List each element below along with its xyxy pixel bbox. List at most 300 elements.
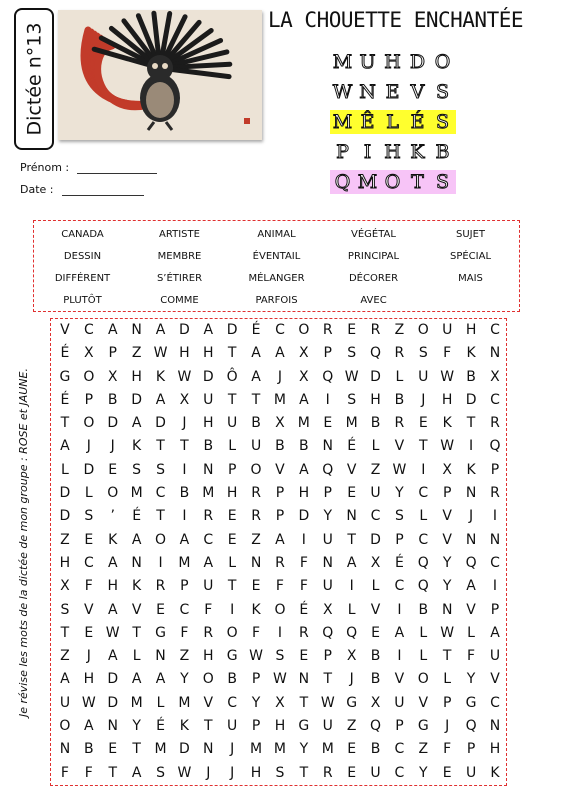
grid-letter[interactable]: T <box>227 578 237 595</box>
grid-letter[interactable]: I <box>397 648 402 665</box>
grid-letter[interactable]: H <box>250 764 262 781</box>
grid-letter[interactable]: Z <box>394 322 405 338</box>
grid-letter[interactable]: Q <box>417 578 429 595</box>
grid-letter[interactable]: S <box>60 601 70 618</box>
grid-letter[interactable]: K <box>132 438 142 455</box>
grid-letter[interactable]: C <box>394 741 405 758</box>
grid-letter[interactable]: B <box>84 741 94 758</box>
grid-letter[interactable]: W <box>440 438 455 455</box>
grid-letter[interactable]: C <box>179 601 190 618</box>
grid-letter[interactable]: T <box>299 764 309 781</box>
grid-letter[interactable]: O <box>154 531 167 548</box>
grid-letter[interactable]: X <box>490 368 500 385</box>
grid-letter[interactable]: F <box>180 624 189 641</box>
grid-letter[interactable]: M <box>130 485 143 502</box>
grid-letter[interactable]: F <box>204 601 213 618</box>
grid-letter[interactable]: L <box>443 671 452 688</box>
grid-letter[interactable]: D <box>107 694 119 711</box>
grid-letter[interactable]: N <box>322 438 333 455</box>
grid-letter[interactable]: G <box>417 718 429 735</box>
grid-letter[interactable]: S <box>84 508 94 525</box>
grid-letter[interactable]: Y <box>442 554 452 571</box>
grid-letter[interactable]: D <box>226 322 238 338</box>
grid-letter[interactable]: W <box>440 624 455 641</box>
grid-letter[interactable]: B <box>394 391 405 408</box>
grid-letter[interactable]: E <box>156 601 165 618</box>
grid-letter[interactable]: D <box>370 531 381 548</box>
grid-letter[interactable]: F <box>60 764 69 781</box>
grid-letter[interactable]: T <box>227 345 237 362</box>
grid-letter[interactable]: R <box>155 578 166 595</box>
grid-letter[interactable]: J <box>277 368 283 385</box>
grid-letter[interactable]: E <box>442 764 452 781</box>
grid-letter[interactable]: Q <box>346 624 358 641</box>
grid-letter[interactable]: Y <box>251 694 261 711</box>
grid-letter[interactable]: Z <box>60 531 70 548</box>
grid-letter[interactable]: X <box>275 694 285 711</box>
grid-letter[interactable]: I <box>492 578 498 595</box>
grid-letter[interactable]: V <box>442 531 452 548</box>
grid-letter[interactable]: I <box>301 531 306 548</box>
grid-letter[interactable]: A <box>60 671 70 688</box>
grid-letter[interactable]: F <box>275 578 284 595</box>
grid-letter[interactable]: L <box>132 648 141 665</box>
grid-letter[interactable]: R <box>203 624 214 641</box>
grid-letter[interactable]: E <box>108 461 118 478</box>
grid-letter[interactable]: Z <box>251 531 261 548</box>
grid-letter[interactable]: X <box>370 554 381 571</box>
grid-letter[interactable]: T <box>442 648 452 665</box>
grid-letter[interactable]: H <box>83 671 95 688</box>
grid-letter[interactable]: P <box>227 461 237 478</box>
grid-letter[interactable]: H <box>465 322 477 338</box>
grid-letter[interactable]: H <box>107 578 118 595</box>
grid-letter[interactable]: T <box>251 391 261 408</box>
grid-letter[interactable]: W <box>153 345 168 362</box>
grid-letter[interactable]: U <box>250 438 262 455</box>
grid-letter[interactable]: C <box>275 322 285 338</box>
grid-letter[interactable]: X <box>346 648 357 665</box>
grid-letter[interactable]: Q <box>465 554 477 571</box>
grid-letter[interactable]: L <box>371 438 380 455</box>
grid-letter[interactable]: G <box>155 624 166 641</box>
grid-letter[interactable]: J <box>182 415 187 432</box>
grid-letter[interactable]: A <box>60 438 70 455</box>
grid-letter[interactable]: I <box>492 508 498 525</box>
grid-letter[interactable]: M <box>178 554 191 571</box>
grid-letter[interactable]: X <box>299 345 309 362</box>
grid-letter[interactable]: D <box>298 508 310 525</box>
grid-letter[interactable]: U <box>227 718 238 735</box>
grid-letter[interactable]: E <box>323 415 333 432</box>
grid-letter[interactable]: R <box>490 415 500 432</box>
grid-letter[interactable]: X <box>322 601 333 618</box>
grid-letter[interactable]: L <box>371 578 380 595</box>
grid-letter[interactable]: O <box>83 415 95 432</box>
grid-letter[interactable]: T <box>323 671 333 688</box>
grid-letter[interactable]: B <box>370 415 381 432</box>
grid-letter[interactable]: R <box>275 554 285 571</box>
grid-letter[interactable]: T <box>60 624 70 641</box>
grid-letter[interactable]: G <box>226 648 238 665</box>
grid-letter[interactable]: T <box>466 415 476 432</box>
grid-letter[interactable]: V <box>131 601 142 618</box>
grid-letter[interactable]: P <box>251 671 261 688</box>
grid-letter[interactable]: A <box>466 578 476 595</box>
grid-letter[interactable]: L <box>228 438 237 455</box>
grid-letter[interactable]: I <box>469 438 474 455</box>
grid-letter[interactable]: G <box>298 718 310 735</box>
grid-letter[interactable]: A <box>299 461 309 478</box>
grid-letter[interactable]: C <box>490 322 500 338</box>
grid-letter[interactable]: A <box>394 624 405 641</box>
grid-letter[interactable]: J <box>110 438 115 455</box>
grid-letter[interactable]: O <box>250 461 262 478</box>
grid-letter[interactable]: C <box>394 764 405 781</box>
grid-letter[interactable]: Q <box>370 718 382 735</box>
grid-letter[interactable]: T <box>156 438 165 455</box>
grid-letter[interactable]: E <box>84 624 94 641</box>
grid-letter[interactable]: A <box>107 648 118 665</box>
grid-letter[interactable]: A <box>107 322 118 338</box>
grid-letter[interactable]: C <box>155 485 166 502</box>
grid-letter[interactable]: K <box>132 578 142 595</box>
grid-letter[interactable]: E <box>347 485 357 502</box>
grid-letter[interactable]: Z <box>418 741 429 758</box>
grid-letter[interactable]: C <box>418 485 429 502</box>
grid-letter[interactable]: P <box>323 648 332 665</box>
grid-letter[interactable]: Q <box>370 345 382 362</box>
grid-letter[interactable]: T <box>227 391 237 408</box>
grid-letter[interactable]: V <box>60 322 70 338</box>
grid-letter[interactable]: É <box>251 322 261 338</box>
grid-letter[interactable]: M <box>202 485 215 502</box>
grid-letter[interactable]: I <box>421 461 426 478</box>
grid-letter[interactable]: E <box>84 531 94 548</box>
grid-letter[interactable]: R <box>322 764 333 781</box>
grid-letter[interactable]: Y <box>466 671 476 688</box>
grid-letter[interactable]: B <box>370 741 381 758</box>
grid-letter[interactable]: B <box>227 671 237 688</box>
grid-letter[interactable]: H <box>441 391 453 408</box>
grid-letter[interactable]: K <box>442 415 452 432</box>
grid-letter[interactable]: X <box>107 368 118 385</box>
grid-letter[interactable]: F <box>252 624 261 641</box>
grid-letter[interactable]: D <box>370 368 381 385</box>
grid-letter[interactable]: T <box>60 415 70 432</box>
grid-letter[interactable]: H <box>131 368 142 385</box>
grid-letter[interactable]: A <box>107 554 118 571</box>
grid-letter[interactable]: T <box>419 438 428 455</box>
grid-letter[interactable]: B <box>203 438 214 455</box>
grid-letter[interactable]: D <box>59 508 71 525</box>
grid-letter[interactable]: P <box>490 601 500 618</box>
grid-letter[interactable]: M <box>321 741 334 758</box>
grid-letter[interactable]: P <box>84 391 94 408</box>
grid-letter[interactable]: A <box>203 322 214 338</box>
grid-letter[interactable]: M <box>178 694 191 711</box>
grid-letter[interactable]: J <box>421 391 426 408</box>
grid-letter[interactable]: R <box>251 485 261 502</box>
grid-letter[interactable]: O <box>417 671 429 688</box>
grid-letter[interactable]: V <box>275 461 285 478</box>
grid-letter[interactable]: W <box>249 648 263 665</box>
grid-letter[interactable]: I <box>182 508 187 525</box>
grid-letter[interactable]: M <box>273 741 286 758</box>
grid-letter[interactable]: O <box>298 322 310 338</box>
grid-letter[interactable]: A <box>346 554 357 571</box>
grid-letter[interactable]: J <box>86 648 91 665</box>
grid-letter[interactable]: U <box>370 485 381 502</box>
grid-letter[interactable]: D <box>107 415 119 432</box>
grid-letter[interactable]: V <box>346 461 357 478</box>
grid-letter[interactable]: E <box>299 648 309 665</box>
grid-letter[interactable]: É <box>60 391 70 408</box>
grid-letter[interactable]: R <box>394 345 405 362</box>
grid-letter[interactable]: T <box>108 764 117 781</box>
grid-letter[interactable]: É <box>394 554 404 571</box>
grid-letter[interactable]: N <box>346 508 357 525</box>
grid-letter[interactable]: N <box>489 345 501 362</box>
grid-letter[interactable]: S <box>418 345 428 362</box>
grid-letter[interactable]: I <box>230 601 235 618</box>
grid-letter[interactable]: P <box>395 718 404 735</box>
grid-letter[interactable]: A <box>107 601 118 618</box>
grid-letter[interactable]: D <box>59 485 71 502</box>
grid-letter[interactable]: C <box>490 694 500 711</box>
grid-letter[interactable]: U <box>227 415 238 432</box>
grid-letter[interactable]: W <box>81 694 96 711</box>
grid-letter[interactable]: F <box>84 578 93 595</box>
grid-letter[interactable]: X <box>84 345 94 362</box>
grid-letter[interactable]: A <box>275 531 285 548</box>
grid-letter[interactable]: V <box>490 671 500 688</box>
grid-letter[interactable]: S <box>275 764 285 781</box>
grid-letter[interactable]: E <box>227 531 237 548</box>
grid-letter[interactable]: C <box>418 531 429 548</box>
grid-letter[interactable]: H <box>203 345 214 362</box>
grid-letter[interactable]: U <box>203 578 214 595</box>
grid-letter[interactable]: B <box>370 671 381 688</box>
grid-letter[interactable]: X <box>299 368 309 385</box>
grid-letter[interactable]: B <box>107 391 118 408</box>
grid-letter[interactable]: D <box>131 391 142 408</box>
grid-letter[interactable]: R <box>322 322 333 338</box>
grid-letter[interactable]: Q <box>322 624 334 641</box>
grid-letter[interactable]: M <box>250 741 263 758</box>
grid-letter[interactable]: S <box>347 345 357 362</box>
grid-letter[interactable]: Y <box>442 578 452 595</box>
grid-letter[interactable]: G <box>465 694 477 711</box>
grid-letter[interactable]: D <box>179 741 190 758</box>
grid-letter[interactable]: L <box>228 554 237 571</box>
grid-letter[interactable]: N <box>131 322 142 338</box>
grid-letter[interactable]: H <box>59 554 71 571</box>
grid-letter[interactable]: É <box>60 345 70 362</box>
grid-letter[interactable]: R <box>251 508 261 525</box>
grid-letter[interactable]: D <box>83 461 95 478</box>
grid-letter[interactable]: T <box>132 624 141 641</box>
grid-letter[interactable]: D <box>179 322 190 338</box>
grid-letter[interactable]: E <box>108 741 118 758</box>
grid-letter[interactable]: T <box>132 741 141 758</box>
grid-letter[interactable]: A <box>155 671 166 688</box>
grid-letter[interactable]: H <box>370 391 381 408</box>
grid-letter[interactable]: O <box>59 718 71 735</box>
grid-letter[interactable]: U <box>465 764 477 781</box>
grid-letter[interactable]: L <box>467 624 475 641</box>
grid-letter[interactable]: S <box>347 391 357 408</box>
grid-letter[interactable]: A <box>490 624 500 641</box>
grid-letter[interactable]: N <box>203 461 214 478</box>
grid-letter[interactable]: V <box>394 438 405 455</box>
grid-letter[interactable]: I <box>325 391 330 408</box>
grid-letter[interactable]: I <box>277 624 283 641</box>
grid-letter[interactable]: N <box>441 601 453 618</box>
grid-letter[interactable]: F <box>443 345 452 362</box>
grid-letter[interactable]: U <box>203 391 214 408</box>
grid-letter[interactable]: F <box>299 578 308 595</box>
grid-letter[interactable]: K <box>155 368 166 385</box>
grid-letter[interactable]: ’ <box>110 508 115 525</box>
grid-letter[interactable]: B <box>418 601 429 618</box>
grid-letter[interactable]: N <box>155 648 166 665</box>
grid-letter[interactable]: O <box>226 624 238 641</box>
grid-letter[interactable]: A <box>155 322 166 338</box>
grid-letter[interactable]: N <box>131 554 142 571</box>
grid-letter[interactable]: N <box>298 671 310 688</box>
grid-letter[interactable]: A <box>251 345 261 362</box>
grid-letter[interactable]: X <box>442 461 452 478</box>
grid-letter[interactable]: N <box>489 718 501 735</box>
grid-letter[interactable]: D <box>155 415 166 432</box>
grid-letter[interactable]: É <box>347 438 357 455</box>
grid-letter[interactable]: T <box>347 531 356 548</box>
grid-letter[interactable]: E <box>418 415 428 432</box>
grid-letter[interactable]: N <box>322 554 333 571</box>
grid-letter[interactable]: V <box>203 694 214 711</box>
grid-letter[interactable]: S <box>156 764 165 781</box>
grid-letter[interactable]: U <box>418 368 429 385</box>
grid-letter[interactable]: D <box>107 671 119 688</box>
grid-letter[interactable]: U <box>322 718 333 735</box>
grid-letter[interactable]: N <box>465 531 477 548</box>
grid-letter[interactable]: G <box>346 694 358 711</box>
grid-letter[interactable]: P <box>108 345 117 362</box>
grid-letter[interactable]: A <box>131 764 142 781</box>
grid-letter[interactable]: F <box>84 764 93 781</box>
grid-letter[interactable]: Y <box>323 508 333 525</box>
grid-letter[interactable]: C <box>490 554 500 571</box>
grid-letter[interactable]: R <box>370 322 381 338</box>
prenom-field[interactable] <box>20 152 157 174</box>
grid-letter[interactable]: I <box>158 554 163 571</box>
grid-letter[interactable]: S <box>275 648 285 665</box>
grid-letter[interactable]: L <box>156 694 165 711</box>
grid-letter[interactable]: T <box>180 438 189 455</box>
grid-letter[interactable]: N <box>59 741 71 758</box>
grid-letter[interactable]: Ô <box>226 368 238 385</box>
grid-letter[interactable]: A <box>203 554 214 571</box>
grid-letter[interactable]: W <box>273 671 287 688</box>
grid-letter[interactable]: P <box>395 531 404 548</box>
grid-letter[interactable]: U <box>322 531 333 548</box>
grid-letter[interactable]: K <box>466 461 476 478</box>
grid-letter[interactable]: P <box>490 461 500 478</box>
grid-letter[interactable]: P <box>251 718 261 735</box>
grid-letter[interactable]: C <box>203 531 214 548</box>
grid-letter[interactable]: A <box>179 531 190 548</box>
grid-letter[interactable]: B <box>179 485 190 502</box>
grid-letter[interactable]: U <box>442 322 453 338</box>
grid-letter[interactable]: Y <box>299 741 309 758</box>
grid-letter[interactable]: H <box>298 485 310 502</box>
grid-letter[interactable]: N <box>465 485 477 502</box>
grid-letter[interactable]: L <box>419 508 428 525</box>
grid-letter[interactable]: N <box>203 741 214 758</box>
grid-letter[interactable]: L <box>61 461 69 478</box>
grid-letter[interactable]: E <box>251 578 261 595</box>
grid-letter[interactable]: L <box>395 368 404 385</box>
grid-letter[interactable]: K <box>490 764 500 781</box>
grid-letter[interactable]: W <box>177 764 192 781</box>
grid-letter[interactable]: W <box>440 368 455 385</box>
grid-letter[interactable]: F <box>443 741 452 758</box>
grid-letter[interactable]: C <box>394 578 405 595</box>
grid-letter[interactable]: R <box>490 485 500 502</box>
grid-letter[interactable]: M <box>297 415 310 432</box>
grid-letter[interactable]: H <box>226 485 238 502</box>
grid-letter[interactable]: J <box>206 764 211 781</box>
grid-letter[interactable]: Z <box>131 345 142 362</box>
grid-letter[interactable]: J <box>445 718 450 735</box>
grid-letter[interactable]: E <box>347 741 357 758</box>
grid-letter[interactable]: K <box>108 531 118 548</box>
grid-letter[interactable]: W <box>392 461 407 478</box>
grid-letter[interactable]: P <box>323 345 332 362</box>
grid-letter[interactable]: I <box>182 461 187 478</box>
grid-letter[interactable]: U <box>394 694 405 711</box>
grid-letter[interactable]: K <box>179 718 189 735</box>
grid-letter[interactable]: Z <box>179 648 190 665</box>
grid-letter[interactable]: P <box>466 741 476 758</box>
grid-letter[interactable]: Q <box>465 718 477 735</box>
grid-letter[interactable]: K <box>466 345 476 362</box>
grid-letter[interactable]: A <box>251 368 261 385</box>
grid-letter[interactable]: R <box>298 624 309 641</box>
grid-letter[interactable]: P <box>180 578 189 595</box>
grid-letter[interactable]: A <box>131 671 142 688</box>
grid-letter[interactable]: Z <box>60 648 70 665</box>
grid-letter[interactable]: T <box>204 718 213 735</box>
grid-letter[interactable]: V <box>466 601 476 618</box>
grid-letter[interactable]: I <box>397 601 402 618</box>
grid-letter[interactable]: B <box>251 415 261 432</box>
grid-letter[interactable]: Y <box>132 718 141 735</box>
grid-letter[interactable]: A <box>131 531 142 548</box>
grid-letter[interactable]: C <box>83 554 94 571</box>
grid-letter[interactable]: L <box>84 485 93 502</box>
grid-letter[interactable]: C <box>370 508 381 525</box>
grid-letter[interactable]: B <box>466 368 476 385</box>
grid-letter[interactable]: Q <box>489 438 501 455</box>
grid-letter[interactable]: S <box>394 508 404 525</box>
grid-letter[interactable]: X <box>179 391 190 408</box>
date-field[interactable] <box>20 174 157 196</box>
grid-letter[interactable]: C <box>83 322 94 338</box>
grid-letter[interactable]: V <box>84 601 94 618</box>
grid-letter[interactable]: M <box>154 741 167 758</box>
